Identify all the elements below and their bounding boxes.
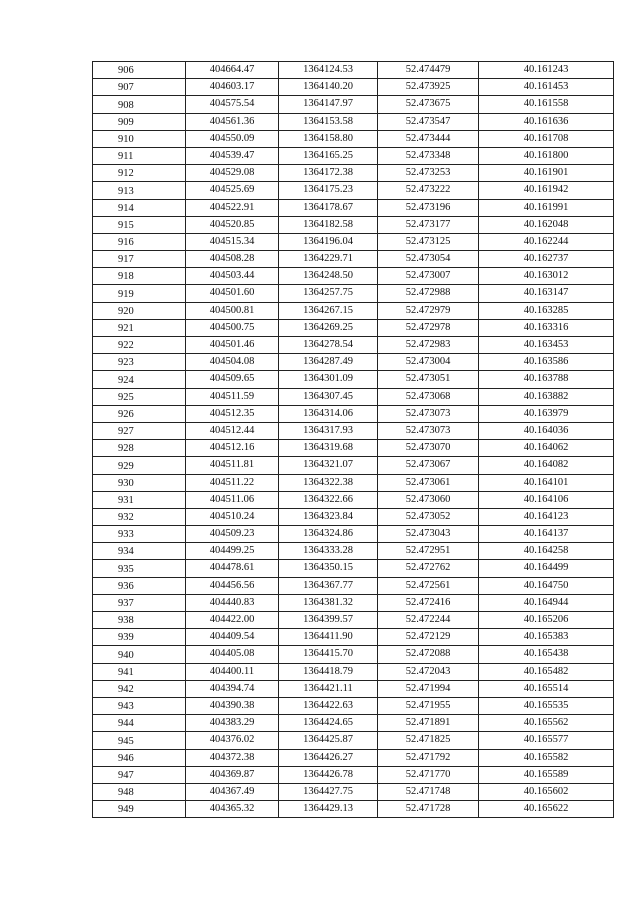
x-coordinate-cell: 404511.06 (186, 491, 279, 508)
x-coordinate-cell: 404512.35 (186, 405, 279, 422)
latitude-cell: 52.472129 (378, 629, 479, 646)
point-number-cell: 935 (93, 560, 186, 577)
point-number-cell: 909 (93, 113, 186, 130)
y-coordinate-cell: 1364124.53 (279, 62, 378, 79)
point-number-cell: 931 (93, 491, 186, 508)
point-number-cell: 915 (93, 216, 186, 233)
latitude-cell: 52.472983 (378, 337, 479, 354)
point-number-cell: 923 (93, 354, 186, 371)
latitude-cell: 52.473052 (378, 508, 479, 525)
table-row (93, 371, 614, 388)
latitude-cell: 52.473004 (378, 354, 479, 371)
x-coordinate-cell: 404510.24 (186, 508, 279, 525)
x-coordinate-cell: 404365.32 (186, 801, 279, 818)
latitude-cell: 52.473073 (378, 422, 479, 439)
latitude-cell: 52.473177 (378, 216, 479, 233)
x-coordinate-cell: 404394.74 (186, 680, 279, 697)
x-coordinate-cell: 404372.38 (186, 749, 279, 766)
x-coordinate-cell: 404499.25 (186, 543, 279, 560)
table-row (93, 783, 614, 800)
latitude-cell: 52.473196 (378, 199, 479, 216)
point-number-cell: 929 (93, 457, 186, 474)
x-coordinate-cell: 404456.56 (186, 577, 279, 594)
longitude-cell: 40.163882 (479, 388, 614, 405)
x-coordinate-cell: 404511.59 (186, 388, 279, 405)
x-coordinate-cell: 404509.23 (186, 526, 279, 543)
x-coordinate-cell: 404522.91 (186, 199, 279, 216)
table-row (93, 268, 614, 285)
point-number-cell: 918 (93, 268, 186, 285)
table-row (93, 801, 614, 818)
point-number-cell: 943 (93, 697, 186, 714)
longitude-cell: 40.165622 (479, 801, 614, 818)
point-number-cell: 939 (93, 629, 186, 646)
table-row (93, 165, 614, 182)
coordinates-table (92, 61, 614, 818)
longitude-cell: 40.164101 (479, 474, 614, 491)
point-number-cell: 948 (93, 783, 186, 800)
longitude-cell: 40.161636 (479, 113, 614, 130)
x-coordinate-cell: 404511.22 (186, 474, 279, 491)
longitude-cell: 40.163316 (479, 319, 614, 336)
y-coordinate-cell: 1364333.28 (279, 543, 378, 560)
table-row (93, 508, 614, 525)
y-coordinate-cell: 1364196.04 (279, 233, 378, 250)
x-coordinate-cell: 404409.54 (186, 629, 279, 646)
longitude-cell: 40.164062 (479, 440, 614, 457)
latitude-cell: 52.473043 (378, 526, 479, 543)
x-coordinate-cell: 404383.29 (186, 715, 279, 732)
longitude-cell: 40.165589 (479, 766, 614, 783)
latitude-cell: 52.473547 (378, 113, 479, 130)
x-coordinate-cell: 404367.49 (186, 783, 279, 800)
x-coordinate-cell: 404501.60 (186, 285, 279, 302)
point-number-cell: 927 (93, 422, 186, 439)
point-number-cell: 911 (93, 147, 186, 164)
latitude-cell: 52.474479 (378, 62, 479, 79)
longitude-cell: 40.164137 (479, 526, 614, 543)
point-number-cell: 925 (93, 388, 186, 405)
latitude-cell: 52.471728 (378, 801, 479, 818)
y-coordinate-cell: 1364427.75 (279, 783, 378, 800)
longitude-cell: 40.163453 (479, 337, 614, 354)
longitude-cell: 40.165206 (479, 612, 614, 629)
point-number-cell: 940 (93, 646, 186, 663)
y-coordinate-cell: 1364229.71 (279, 251, 378, 268)
x-coordinate-cell: 404390.38 (186, 697, 279, 714)
point-number-cell: 944 (93, 715, 186, 732)
point-number-cell: 933 (93, 526, 186, 543)
table-row (93, 285, 614, 302)
point-number-cell: 913 (93, 182, 186, 199)
table-row (93, 354, 614, 371)
latitude-cell: 52.471891 (378, 715, 479, 732)
y-coordinate-cell: 1364301.09 (279, 371, 378, 388)
y-coordinate-cell: 1364323.84 (279, 508, 378, 525)
y-coordinate-cell: 1364269.25 (279, 319, 378, 336)
table-row (93, 337, 614, 354)
point-number-cell: 928 (93, 440, 186, 457)
longitude-cell: 40.161942 (479, 182, 614, 199)
x-coordinate-cell: 404575.54 (186, 96, 279, 113)
y-coordinate-cell: 1364429.13 (279, 801, 378, 818)
longitude-cell: 40.161558 (479, 96, 614, 113)
latitude-cell: 52.473222 (378, 182, 479, 199)
table-row (93, 319, 614, 336)
latitude-cell: 52.473051 (378, 371, 479, 388)
longitude-cell: 40.165438 (479, 646, 614, 663)
table-row (93, 697, 614, 714)
latitude-cell: 52.471825 (378, 732, 479, 749)
point-number-cell: 946 (93, 749, 186, 766)
table-row (93, 491, 614, 508)
latitude-cell: 52.473125 (378, 233, 479, 250)
table-row (93, 216, 614, 233)
table-row (93, 749, 614, 766)
latitude-cell: 52.473070 (378, 440, 479, 457)
longitude-cell: 40.164499 (479, 560, 614, 577)
longitude-cell: 40.161991 (479, 199, 614, 216)
y-coordinate-cell: 1364381.32 (279, 594, 378, 611)
latitude-cell: 52.473444 (378, 130, 479, 147)
y-coordinate-cell: 1364425.87 (279, 732, 378, 749)
y-coordinate-cell: 1364165.25 (279, 147, 378, 164)
latitude-cell: 52.471792 (378, 749, 479, 766)
table-row (93, 594, 614, 611)
table-row (93, 130, 614, 147)
x-coordinate-cell: 404504.08 (186, 354, 279, 371)
table-row (93, 113, 614, 130)
table-row (93, 199, 614, 216)
point-number-cell: 930 (93, 474, 186, 491)
latitude-cell: 52.473068 (378, 388, 479, 405)
x-coordinate-cell: 404550.09 (186, 130, 279, 147)
point-number-cell: 917 (93, 251, 186, 268)
table-row (93, 612, 614, 629)
latitude-cell: 52.472978 (378, 319, 479, 336)
table-row (93, 577, 614, 594)
latitude-cell: 52.473007 (378, 268, 479, 285)
latitude-cell: 52.473060 (378, 491, 479, 508)
y-coordinate-cell: 1364248.50 (279, 268, 378, 285)
table-row (93, 629, 614, 646)
y-coordinate-cell: 1364147.97 (279, 96, 378, 113)
longitude-cell: 40.165383 (479, 629, 614, 646)
latitude-cell: 52.473675 (378, 96, 479, 113)
y-coordinate-cell: 1364267.15 (279, 302, 378, 319)
longitude-cell: 40.164750 (479, 577, 614, 594)
table-row (93, 440, 614, 457)
x-coordinate-cell: 404539.47 (186, 147, 279, 164)
y-coordinate-cell: 1364350.15 (279, 560, 378, 577)
point-number-cell: 937 (93, 594, 186, 611)
y-coordinate-cell: 1364257.75 (279, 285, 378, 302)
latitude-cell: 52.472244 (378, 612, 479, 629)
longitude-cell: 40.164123 (479, 508, 614, 525)
latitude-cell: 52.473253 (378, 165, 479, 182)
x-coordinate-cell: 404400.11 (186, 663, 279, 680)
point-number-cell: 906 (93, 62, 186, 79)
latitude-cell: 52.471955 (378, 697, 479, 714)
y-coordinate-cell: 1364140.20 (279, 79, 378, 96)
x-coordinate-cell: 404511.81 (186, 457, 279, 474)
longitude-cell: 40.165482 (479, 663, 614, 680)
latitude-cell: 52.472979 (378, 302, 479, 319)
y-coordinate-cell: 1364322.38 (279, 474, 378, 491)
longitude-cell: 40.165562 (479, 715, 614, 732)
x-coordinate-cell: 404529.08 (186, 165, 279, 182)
latitude-cell: 52.473073 (378, 405, 479, 422)
point-number-cell: 916 (93, 233, 186, 250)
y-coordinate-cell: 1364367.77 (279, 577, 378, 594)
table-row (93, 680, 614, 697)
table-row (93, 62, 614, 79)
x-coordinate-cell: 404440.83 (186, 594, 279, 611)
y-coordinate-cell: 1364422.63 (279, 697, 378, 714)
longitude-cell: 40.163788 (479, 371, 614, 388)
table-row (93, 732, 614, 749)
x-coordinate-cell: 404512.16 (186, 440, 279, 457)
table-row (93, 526, 614, 543)
longitude-cell: 40.161708 (479, 130, 614, 147)
point-number-cell: 908 (93, 96, 186, 113)
y-coordinate-cell: 1364153.58 (279, 113, 378, 130)
point-number-cell: 942 (93, 680, 186, 697)
table-row (93, 422, 614, 439)
y-coordinate-cell: 1364158.80 (279, 130, 378, 147)
point-number-cell: 919 (93, 285, 186, 302)
point-number-cell: 907 (93, 79, 186, 96)
x-coordinate-cell: 404376.02 (186, 732, 279, 749)
latitude-cell: 52.472088 (378, 646, 479, 663)
longitude-cell: 40.161901 (479, 165, 614, 182)
x-coordinate-cell: 404369.87 (186, 766, 279, 783)
table-row (93, 560, 614, 577)
table-row (93, 251, 614, 268)
y-coordinate-cell: 1364399.57 (279, 612, 378, 629)
x-coordinate-cell: 404520.85 (186, 216, 279, 233)
latitude-cell: 52.472762 (378, 560, 479, 577)
latitude-cell: 52.471994 (378, 680, 479, 697)
y-coordinate-cell: 1364317.93 (279, 422, 378, 439)
y-coordinate-cell: 1364178.67 (279, 199, 378, 216)
x-coordinate-cell: 404515.34 (186, 233, 279, 250)
point-number-cell: 920 (93, 302, 186, 319)
table-row (93, 233, 614, 250)
table-row (93, 646, 614, 663)
x-coordinate-cell: 404422.00 (186, 612, 279, 629)
y-coordinate-cell: 1364421.11 (279, 680, 378, 697)
point-number-cell: 932 (93, 508, 186, 525)
table-row (93, 79, 614, 96)
longitude-cell: 40.162737 (479, 251, 614, 268)
y-coordinate-cell: 1364314.06 (279, 405, 378, 422)
y-coordinate-cell: 1364411.90 (279, 629, 378, 646)
longitude-cell: 40.163285 (479, 302, 614, 319)
table-row (93, 388, 614, 405)
longitude-cell: 40.164944 (479, 594, 614, 611)
longitude-cell: 40.163012 (479, 268, 614, 285)
longitude-cell: 40.163586 (479, 354, 614, 371)
y-coordinate-cell: 1364415.70 (279, 646, 378, 663)
longitude-cell: 40.161453 (479, 79, 614, 96)
longitude-cell: 40.161800 (479, 147, 614, 164)
y-coordinate-cell: 1364322.66 (279, 491, 378, 508)
y-coordinate-cell: 1364172.38 (279, 165, 378, 182)
x-coordinate-cell: 404405.08 (186, 646, 279, 663)
longitude-cell: 40.165582 (479, 749, 614, 766)
point-number-cell: 934 (93, 543, 186, 560)
y-coordinate-cell: 1364426.78 (279, 766, 378, 783)
x-coordinate-cell: 404509.65 (186, 371, 279, 388)
latitude-cell: 52.473054 (378, 251, 479, 268)
table-row (93, 147, 614, 164)
y-coordinate-cell: 1364307.45 (279, 388, 378, 405)
point-number-cell: 910 (93, 130, 186, 147)
longitude-cell: 40.164036 (479, 422, 614, 439)
latitude-cell: 52.473067 (378, 457, 479, 474)
point-number-cell: 912 (93, 165, 186, 182)
point-number-cell: 947 (93, 766, 186, 783)
x-coordinate-cell: 404603.17 (186, 79, 279, 96)
latitude-cell: 52.472043 (378, 663, 479, 680)
longitude-cell: 40.161243 (479, 62, 614, 79)
longitude-cell: 40.165577 (479, 732, 614, 749)
latitude-cell: 52.472561 (378, 577, 479, 594)
table-row (93, 96, 614, 113)
latitude-cell: 52.473348 (378, 147, 479, 164)
x-coordinate-cell: 404501.46 (186, 337, 279, 354)
longitude-cell: 40.165535 (479, 697, 614, 714)
longitude-cell: 40.164258 (479, 543, 614, 560)
point-number-cell: 922 (93, 337, 186, 354)
y-coordinate-cell: 1364424.65 (279, 715, 378, 732)
y-coordinate-cell: 1364321.07 (279, 457, 378, 474)
latitude-cell: 52.472416 (378, 594, 479, 611)
point-number-cell: 914 (93, 199, 186, 216)
latitude-cell: 52.471770 (378, 766, 479, 783)
y-coordinate-cell: 1364182.58 (279, 216, 378, 233)
longitude-cell: 40.165514 (479, 680, 614, 697)
x-coordinate-cell: 404503.44 (186, 268, 279, 285)
table-row (93, 663, 614, 680)
longitude-cell: 40.162244 (479, 233, 614, 250)
table-row (93, 405, 614, 422)
y-coordinate-cell: 1364418.79 (279, 663, 378, 680)
y-coordinate-cell: 1364324.86 (279, 526, 378, 543)
point-number-cell: 926 (93, 405, 186, 422)
x-coordinate-cell: 404500.75 (186, 319, 279, 336)
table-row (93, 302, 614, 319)
longitude-cell: 40.164082 (479, 457, 614, 474)
x-coordinate-cell: 404664.47 (186, 62, 279, 79)
table-row (93, 457, 614, 474)
x-coordinate-cell: 404561.36 (186, 113, 279, 130)
point-number-cell: 949 (93, 801, 186, 818)
y-coordinate-cell: 1364287.49 (279, 354, 378, 371)
table-row (93, 715, 614, 732)
longitude-cell: 40.162048 (479, 216, 614, 233)
latitude-cell: 52.471748 (378, 783, 479, 800)
longitude-cell: 40.163147 (479, 285, 614, 302)
point-number-cell: 921 (93, 319, 186, 336)
y-coordinate-cell: 1364426.27 (279, 749, 378, 766)
y-coordinate-cell: 1364175.23 (279, 182, 378, 199)
longitude-cell: 40.163979 (479, 405, 614, 422)
longitude-cell: 40.164106 (479, 491, 614, 508)
latitude-cell: 52.473061 (378, 474, 479, 491)
y-coordinate-cell: 1364319.68 (279, 440, 378, 457)
point-number-cell: 938 (93, 612, 186, 629)
point-number-cell: 945 (93, 732, 186, 749)
coordinates-table-body (93, 62, 614, 818)
table-row (93, 543, 614, 560)
x-coordinate-cell: 404478.61 (186, 560, 279, 577)
latitude-cell: 52.473925 (378, 79, 479, 96)
latitude-cell: 52.472951 (378, 543, 479, 560)
point-number-cell: 924 (93, 371, 186, 388)
y-coordinate-cell: 1364278.54 (279, 337, 378, 354)
point-number-cell: 936 (93, 577, 186, 594)
x-coordinate-cell: 404508.28 (186, 251, 279, 268)
point-number-cell: 941 (93, 663, 186, 680)
x-coordinate-cell: 404512.44 (186, 422, 279, 439)
longitude-cell: 40.165602 (479, 783, 614, 800)
table-row (93, 474, 614, 491)
x-coordinate-cell: 404525.69 (186, 182, 279, 199)
latitude-cell: 52.472988 (378, 285, 479, 302)
x-coordinate-cell: 404500.81 (186, 302, 279, 319)
table-row (93, 766, 614, 783)
table-row (93, 182, 614, 199)
